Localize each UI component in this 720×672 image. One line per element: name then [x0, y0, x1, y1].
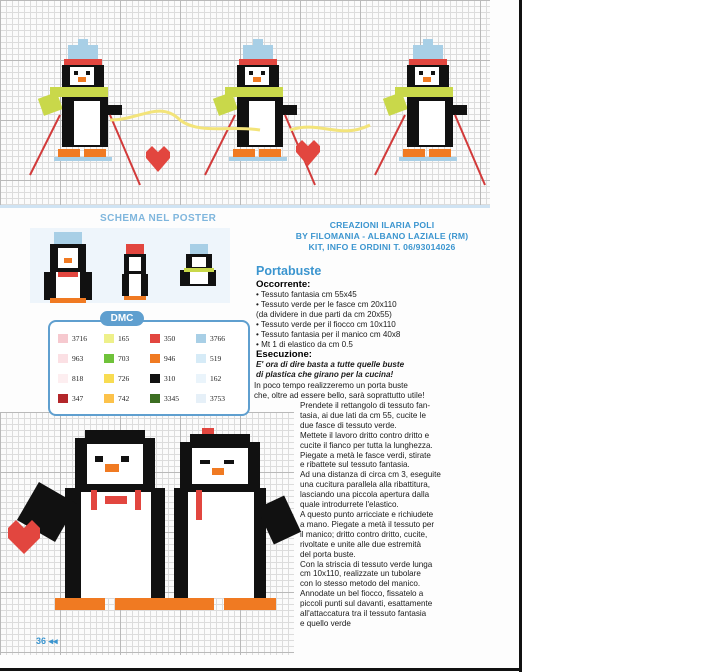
body-line: Annodate un bel fiocco, fissatelo a [300, 589, 424, 599]
material-line: • Tessuto fantasia per il manico cm 40x8 [256, 329, 401, 339]
body-line: due fasce di tessuto verde. [300, 420, 397, 430]
dmc-swatch [104, 374, 114, 383]
materials-block [256, 279, 404, 380]
dmc-code: 703 [118, 354, 130, 363]
poster-thumbnails [30, 228, 230, 303]
dmc-swatch [150, 354, 160, 363]
dmc-swatch [196, 354, 206, 363]
material-line: • Tessuto fantasia cm 55x45 [256, 290, 357, 299]
dmc-swatch [58, 354, 68, 363]
dmc-code: 162 [210, 374, 222, 383]
page-edge-bottom [0, 668, 522, 671]
dmc-code: 742 [118, 394, 130, 403]
occorrente-heading: Occorrente: [256, 279, 311, 290]
dmc-code: 350 [164, 334, 176, 343]
intro-wide [254, 381, 425, 401]
skater-penguin-2 [205, 39, 315, 185]
intro-italic-line: E' ora di dire basta a tutte quelle buste [256, 360, 405, 370]
dmc-swatch [104, 394, 114, 403]
dmc-code: 519 [210, 354, 222, 363]
dmc-row [58, 372, 244, 386]
body-line: il manico; dritto contro dritto, cucite, [300, 529, 428, 539]
dmc-label: DMC [100, 311, 144, 326]
heart-hanging [8, 520, 40, 554]
dmc-swatch [58, 374, 68, 383]
esecuzione-heading: Esecuzione: [256, 349, 312, 361]
body-line: quale introdurrete l'elastico. [300, 500, 399, 510]
credits-line-1: CREAZIONI ILARIA POLI [329, 220, 435, 230]
dmc-code: 3753 [210, 394, 225, 403]
page-edge-right [519, 0, 522, 672]
heart-1 [146, 146, 170, 172]
body-line: e ribattete sul tessuto fantasia. [300, 460, 410, 470]
instructions-body [300, 401, 441, 629]
body-line: piccoli punti sul davanti, esattamente [300, 599, 433, 609]
heart-2 [296, 140, 320, 166]
dmc-code: 946 [164, 354, 176, 363]
dmc-swatch [58, 334, 68, 343]
body-line: Piegate a metà le fasce verdi, stirate [300, 450, 431, 460]
dmc-swatch [58, 394, 68, 403]
dmc-code: 347 [72, 394, 84, 403]
dmc-row [58, 392, 244, 406]
body-line: Con la striscia di tessuto verde lunga [300, 559, 433, 569]
intro-line: che, oltre ad essere bello, sarà soprattutto utile! [254, 390, 425, 400]
body-line: cucite il fianco per tutta la lunghezza. [300, 440, 433, 450]
material-line: • Mt 1 di elastico da cm 0.5 [256, 339, 353, 349]
dmc-code: 3345 [164, 394, 179, 403]
dmc-code: 818 [72, 374, 84, 383]
large-penguin-right [162, 428, 301, 610]
material-line: • Tessuto verde per le fasce cm 20x110 [256, 299, 397, 309]
large-penguin-left [17, 430, 165, 610]
skater-penguin-3 [375, 39, 485, 185]
credits-line-2: BY FILOMANIA - ALBANO LAZIALE (RM) [295, 231, 469, 241]
dmc-swatch [196, 334, 206, 343]
body-line: lasciando una piccola apertura dalla [300, 490, 430, 500]
schema-label: SCHEMA NEL POSTER [100, 213, 217, 224]
dmc-code: 165 [118, 334, 130, 343]
dmc-swatch [150, 374, 160, 383]
body-line: tasia, ai due lati da cm 55, cucite le [300, 410, 426, 420]
dmc-row [58, 352, 244, 366]
article-title: Portabuste [256, 264, 322, 278]
dmc-code: 310 [164, 374, 176, 383]
body-line: all'attaccatura tra il tessuto fantasia [300, 609, 427, 619]
dmc-swatch [196, 374, 206, 383]
dmc-row [58, 332, 244, 346]
material-line: (da dividere in due parti da cm 20x55) [256, 309, 392, 319]
dmc-code: 3766 [210, 334, 225, 343]
body-line: cm 10x110, realizzate un tubolare [300, 569, 421, 579]
body-line: Mettete il lavoro dritto contro dritto e [300, 430, 430, 440]
dmc-code: 963 [72, 354, 84, 363]
body-line: del porta buste. [300, 549, 356, 559]
body-line: A questo punto arricciate e richiudete [300, 509, 434, 519]
material-line: • Tessuto verde per il fiocco cm 10x110 [256, 319, 396, 329]
dmc-code: 3716 [72, 334, 87, 343]
body-line: e quello verde [300, 618, 351, 628]
body-line: una cucitura parallela alla ribattitura, [300, 480, 431, 490]
body-line: Ad una distanza di circa cm 3, eseguite [300, 470, 441, 480]
credits-line-3: KIT, INFO E ORDINI T. 06/93014026 [308, 242, 456, 252]
body-line: rivoltate e unite alle due estremità [300, 539, 422, 549]
credits-block [262, 220, 502, 253]
intro-line: In poco tempo realizzeremo un porta buste [254, 381, 408, 390]
body-line: a mano. Piegate a metà il tessuto per [300, 519, 435, 529]
skater-penguin-1 [30, 39, 140, 185]
page-number: 36 ◂◂ [36, 636, 58, 646]
dmc-legend [48, 320, 250, 416]
dmc-code: 726 [118, 374, 130, 383]
dmc-swatch [104, 334, 114, 343]
body-line: Prendete il rettangolo di tessuto fan- [300, 401, 431, 410]
dmc-swatch [196, 394, 206, 403]
dmc-swatch [104, 354, 114, 363]
dmc-swatch [150, 394, 160, 403]
dmc-swatch [150, 334, 160, 343]
body-line: con lo stesso metodo del manico. [300, 579, 421, 589]
intro-italic-line: di plastica che girano per la cucina! [256, 370, 394, 380]
